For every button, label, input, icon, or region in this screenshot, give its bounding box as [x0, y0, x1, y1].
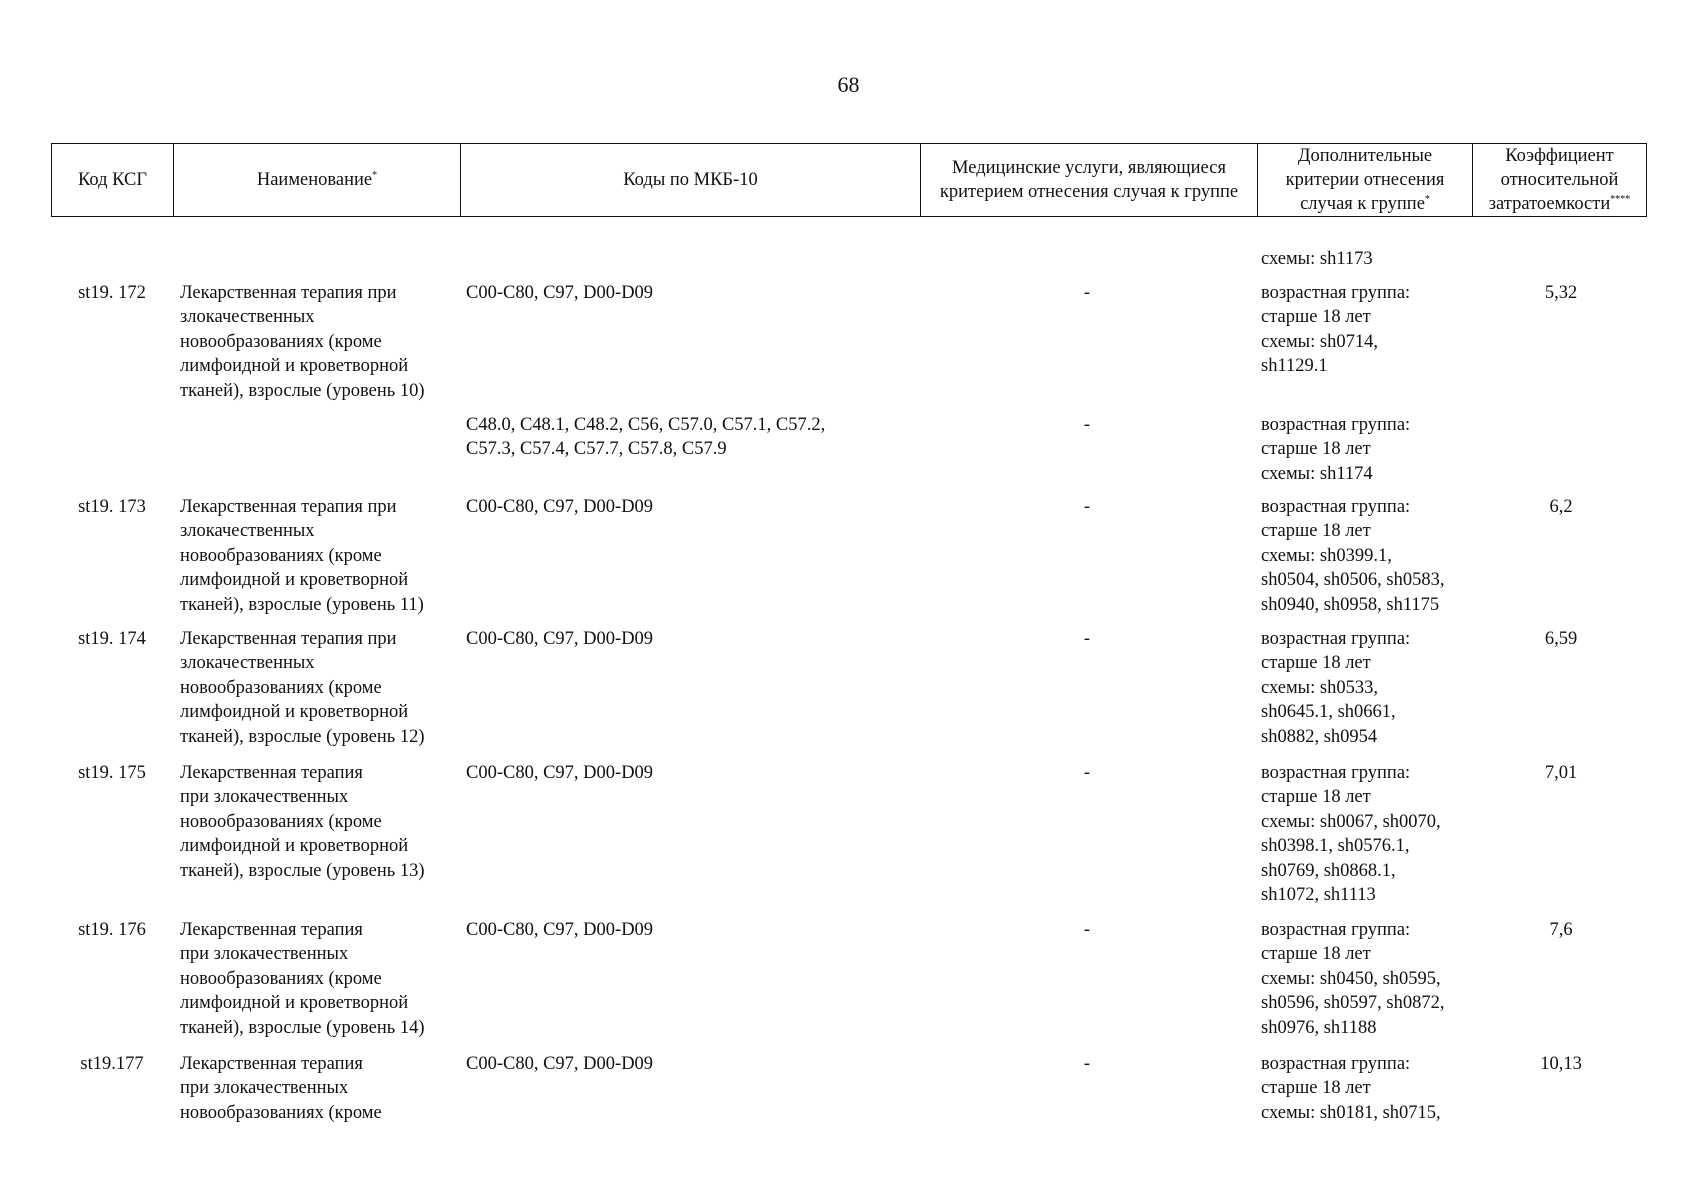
services-cell: -: [1083, 497, 1091, 517]
code-cell: st19. 176: [78, 920, 146, 940]
criteria-cell: возрастная группа: старше 18 лет схемы: sh0450, sh0595, sh0596, sh0597, sh0872, sh0976, sh1188: [1261, 920, 1445, 1038]
table-header: [51, 143, 1647, 217]
code-cell: st19. 173: [78, 497, 146, 517]
footnote-mark: ****: [1610, 194, 1631, 205]
services-cell: -: [1083, 1054, 1091, 1074]
header-name: Наименование*: [174, 144, 461, 217]
criteria-cell: возрастная группа: старше 18 лет схемы: sh1174: [1261, 415, 1411, 484]
header-code: Код КСГ: [52, 144, 174, 217]
coef-cell: 6,59: [1544, 629, 1578, 649]
criteria-cell: возрастная группа: старше 18 лет схемы: sh0181, sh0715,: [1261, 1054, 1441, 1123]
coef-cell: 6,2: [1549, 497, 1573, 517]
coef-cell: 5,32: [1544, 283, 1578, 303]
services-cell: -: [1083, 415, 1091, 435]
page-number: 68: [837, 72, 860, 97]
coef-cell: 7,01: [1544, 763, 1578, 783]
services-cell: -: [1083, 283, 1091, 303]
footnote-mark: *: [372, 170, 378, 181]
code-cell: st19. 172: [78, 283, 146, 303]
code-cell: st19.177: [80, 1054, 144, 1074]
criteria-cell: возрастная группа: старше 18 лет схемы: sh0714, sh1129.1: [1261, 283, 1411, 377]
services-cell: -: [1083, 920, 1091, 940]
mkb-cell: C48.0, C48.1, C48.2, C56, C57.0, C57.1, C57.2, C57.3, C57.4, C57.7, C57.8, C57.9: [466, 415, 826, 460]
code-cell: st19. 174: [78, 629, 146, 649]
mkb-cell: C00-C80, C97, D00-D09: [466, 1054, 654, 1074]
mkb-cell: C00-C80, C97, D00-D09: [466, 629, 654, 649]
code-cell: st19. 175: [78, 763, 146, 783]
name-cell: Лекарственная терапия при злокачественных новообразованиях (кроме лимфоидной и кроветворной тканей), взрослые (уровень 14): [180, 920, 425, 1038]
criteria-cell: возрастная группа: старше 18 лет схемы: sh0399.1, sh0504, sh0506, sh0583, sh0940, sh0958, sh1175: [1261, 497, 1445, 615]
header-criteria: Дополнительные критерии отнесения случая к группе*: [1258, 144, 1473, 217]
criteria-cell: возрастная группа: старше 18 лет схемы: sh0067, sh0070, sh0398.1, sh0576.1, sh0769, sh0868.1, sh1072, sh1113: [1261, 763, 1441, 906]
name-cell: Лекарственная терапия при злокачественных новообразованиях (кроме: [180, 1054, 382, 1123]
coef-cell: 7,6: [1549, 920, 1573, 940]
services-cell: -: [1083, 629, 1091, 649]
header-mkb: Коды по МКБ-10: [461, 144, 921, 217]
mkb-cell: C00-C80, C97, D00-D09: [466, 920, 654, 940]
footnote-mark: *: [1424, 194, 1430, 205]
coef-cell: 10,13: [1540, 1054, 1582, 1074]
mkb-cell: C00-C80, C97, D00-D09: [466, 497, 654, 517]
name-cell: Лекарственная терапия при злокачественных новообразованиях (кроме лимфоидной и кроветворной тканей), взрослые (уровень 13): [180, 763, 425, 881]
name-cell: Лекарственная терапия при злокачественных новообразованиях (кроме лимфоидной и кроветворной тканей), взрослые (уровень 10): [180, 283, 425, 401]
header-coef: Коэффициент относительной затратоемкости****: [1473, 144, 1647, 217]
criteria-cell: возрастная группа: старше 18 лет схемы: sh0533, sh0645.1, sh0661, sh0882, sh0954: [1261, 629, 1411, 747]
mkb-cell: C00-C80, C97, D00-D09: [466, 283, 654, 303]
mkb-cell: C00-C80, C97, D00-D09: [466, 763, 654, 783]
header-services: Медицинские услуги, являющиеся критерием отнесения случая к группе: [921, 144, 1258, 217]
services-cell: -: [1083, 763, 1091, 783]
name-cell: Лекарственная терапия при злокачественных новообразованиях (кроме лимфоидной и кроветворной тканей), взрослые (уровень 12): [180, 629, 425, 747]
criteria-cell: схемы: sh1173: [1261, 249, 1373, 269]
name-cell: Лекарственная терапия при злокачественных новообразованиях (кроме лимфоидной и кроветворной тканей), взрослые (уровень 11): [180, 497, 424, 615]
